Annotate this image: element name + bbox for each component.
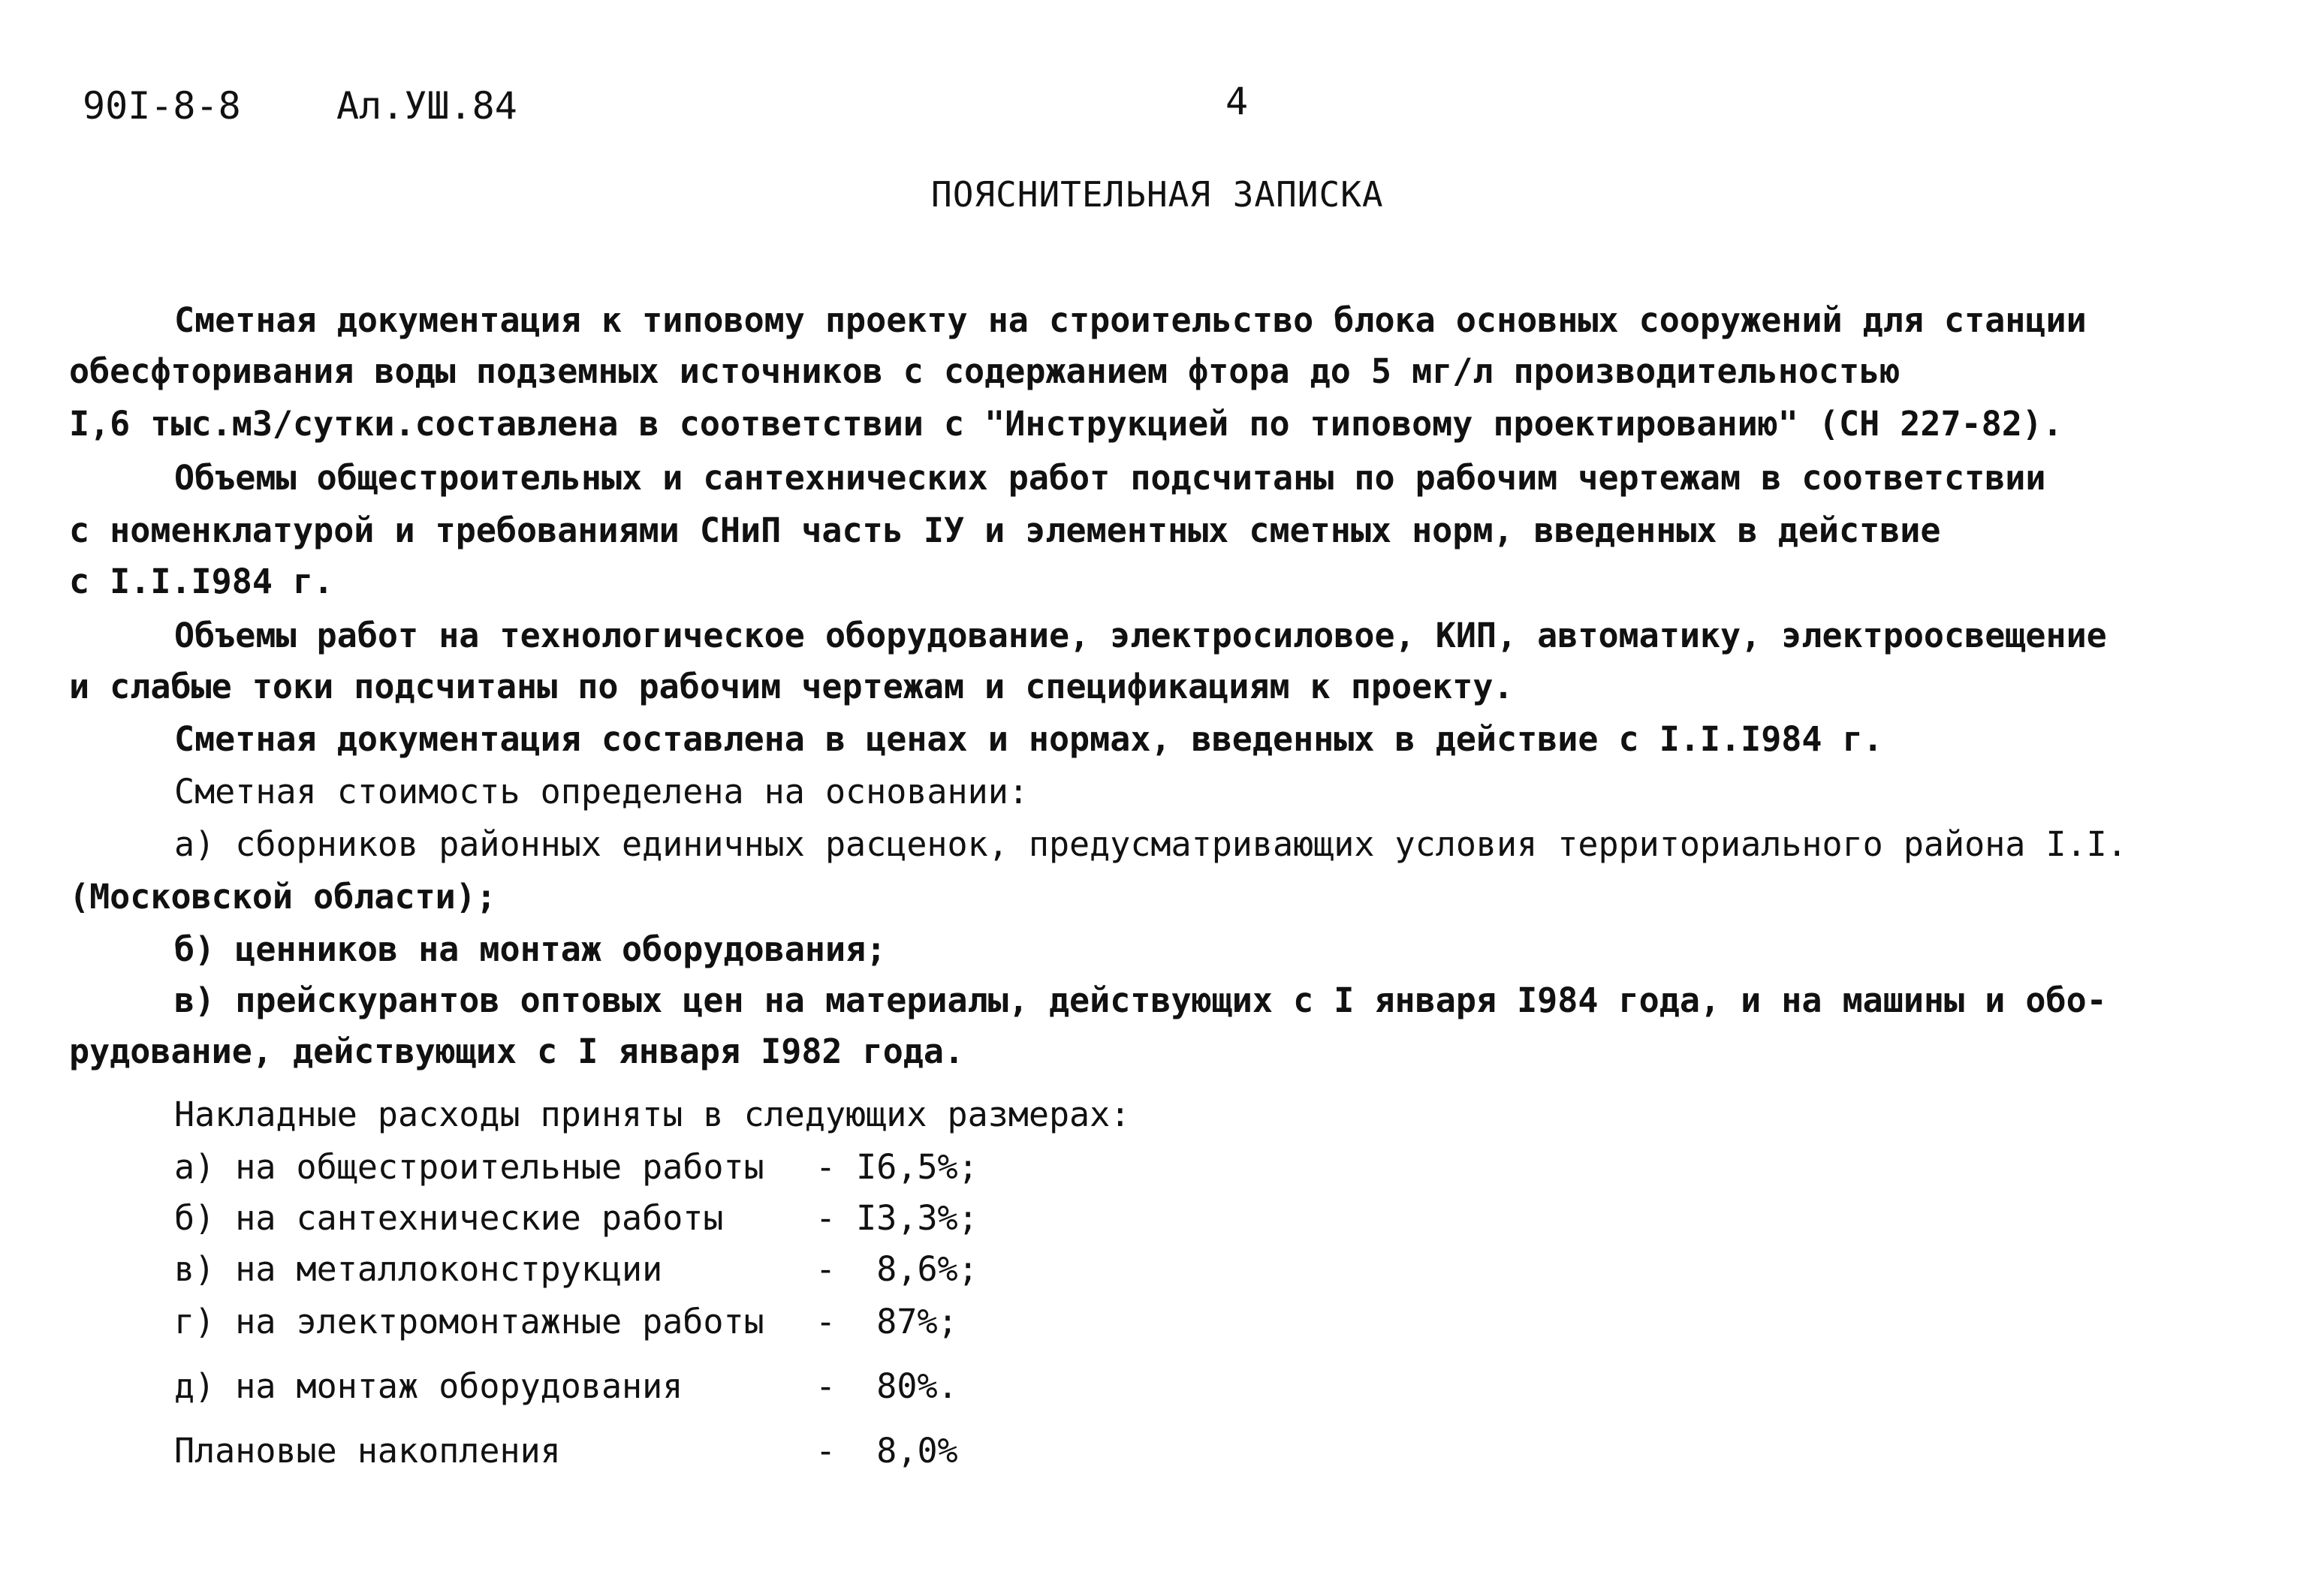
paragraph-line: с номенклатурой и требованиями СНиП часть IУ и элементных сметных норм, введенных в действие <box>69 510 1941 550</box>
paragraph-line: Накладные расходы приняты в следующих размерах: <box>174 1095 1131 1134</box>
paragraph-line: обесфторивания воды подземных источников с содержанием фтора до 5 мг/л производительностью <box>69 351 1901 391</box>
overhead-label: б) на сантехнические работы <box>174 1198 724 1238</box>
overhead-value: - 80%. <box>815 1366 958 1406</box>
overhead-label: в) на металлоконструкции <box>174 1249 663 1289</box>
paragraph-line: рудование, действующих с I января I982 года. <box>69 1031 965 1071</box>
overhead-value: - 87%; <box>815 1302 958 1342</box>
paragraph-line: б) ценников на монтаж оборудования; <box>174 929 887 969</box>
planned-accumulation-label: Плановые накопления <box>174 1431 561 1471</box>
overhead-label: д) на монтаж оборудования <box>174 1366 683 1406</box>
paragraph-line: Сметная документация к типовому проекту на строительство блока основных сооружений для станции <box>174 300 2087 340</box>
paragraph-line: Объемы общестроительных и сантехнических работ подсчитаны по рабочим чертежам в соответствии <box>174 458 2046 498</box>
paragraph-line: Сметная стоимость определена на основании: <box>174 772 1029 812</box>
paragraph-line: (Московской области); <box>69 877 496 917</box>
page-number: 4 <box>1225 80 1249 123</box>
overhead-value: - I6,5%; <box>815 1147 978 1187</box>
paragraph-line: I,6 тыс.м3/сутки.составлена в соответствии с "Инструкцией по типовому проектированию" (СН 227-82). <box>69 404 2063 444</box>
overhead-label: а) на общестроительные работы <box>174 1147 764 1187</box>
paragraph-line: в) прейскурантов оптовых цен на материалы, действующих с I января I984 года, и на машины и обо- <box>174 980 2107 1020</box>
planned-accumulation-value: - 8,0% <box>815 1431 958 1471</box>
document-code: 90I-8-8 <box>83 84 241 128</box>
overhead-value: - I3,3%; <box>815 1198 978 1238</box>
paragraph-line: Объемы работ на технологическое оборудование, электросиловое, КИП, автоматику, электроосвещение <box>174 616 2107 655</box>
paragraph-line: а) сборников районных единичных расценок, предусматривающих условия территориального района I.I. <box>174 824 2127 864</box>
overhead-value: - 8,6%; <box>815 1249 978 1289</box>
page-title: ПОЯСНИТЕЛЬНАЯ ЗАПИСКА <box>931 174 1384 215</box>
paragraph-line: с I.I.I984 г. <box>69 562 334 601</box>
album-number: Ал.УШ.84 <box>336 84 517 128</box>
paragraph-line: и слабые токи подсчитаны по рабочим чертежам и спецификациям к проекту. <box>69 667 1514 706</box>
overhead-label: г) на электромонтажные работы <box>174 1302 764 1342</box>
paragraph-line: Сметная документация составлена в ценах и нормах, введенных в действие с I.I.I984 г. <box>174 719 1883 759</box>
